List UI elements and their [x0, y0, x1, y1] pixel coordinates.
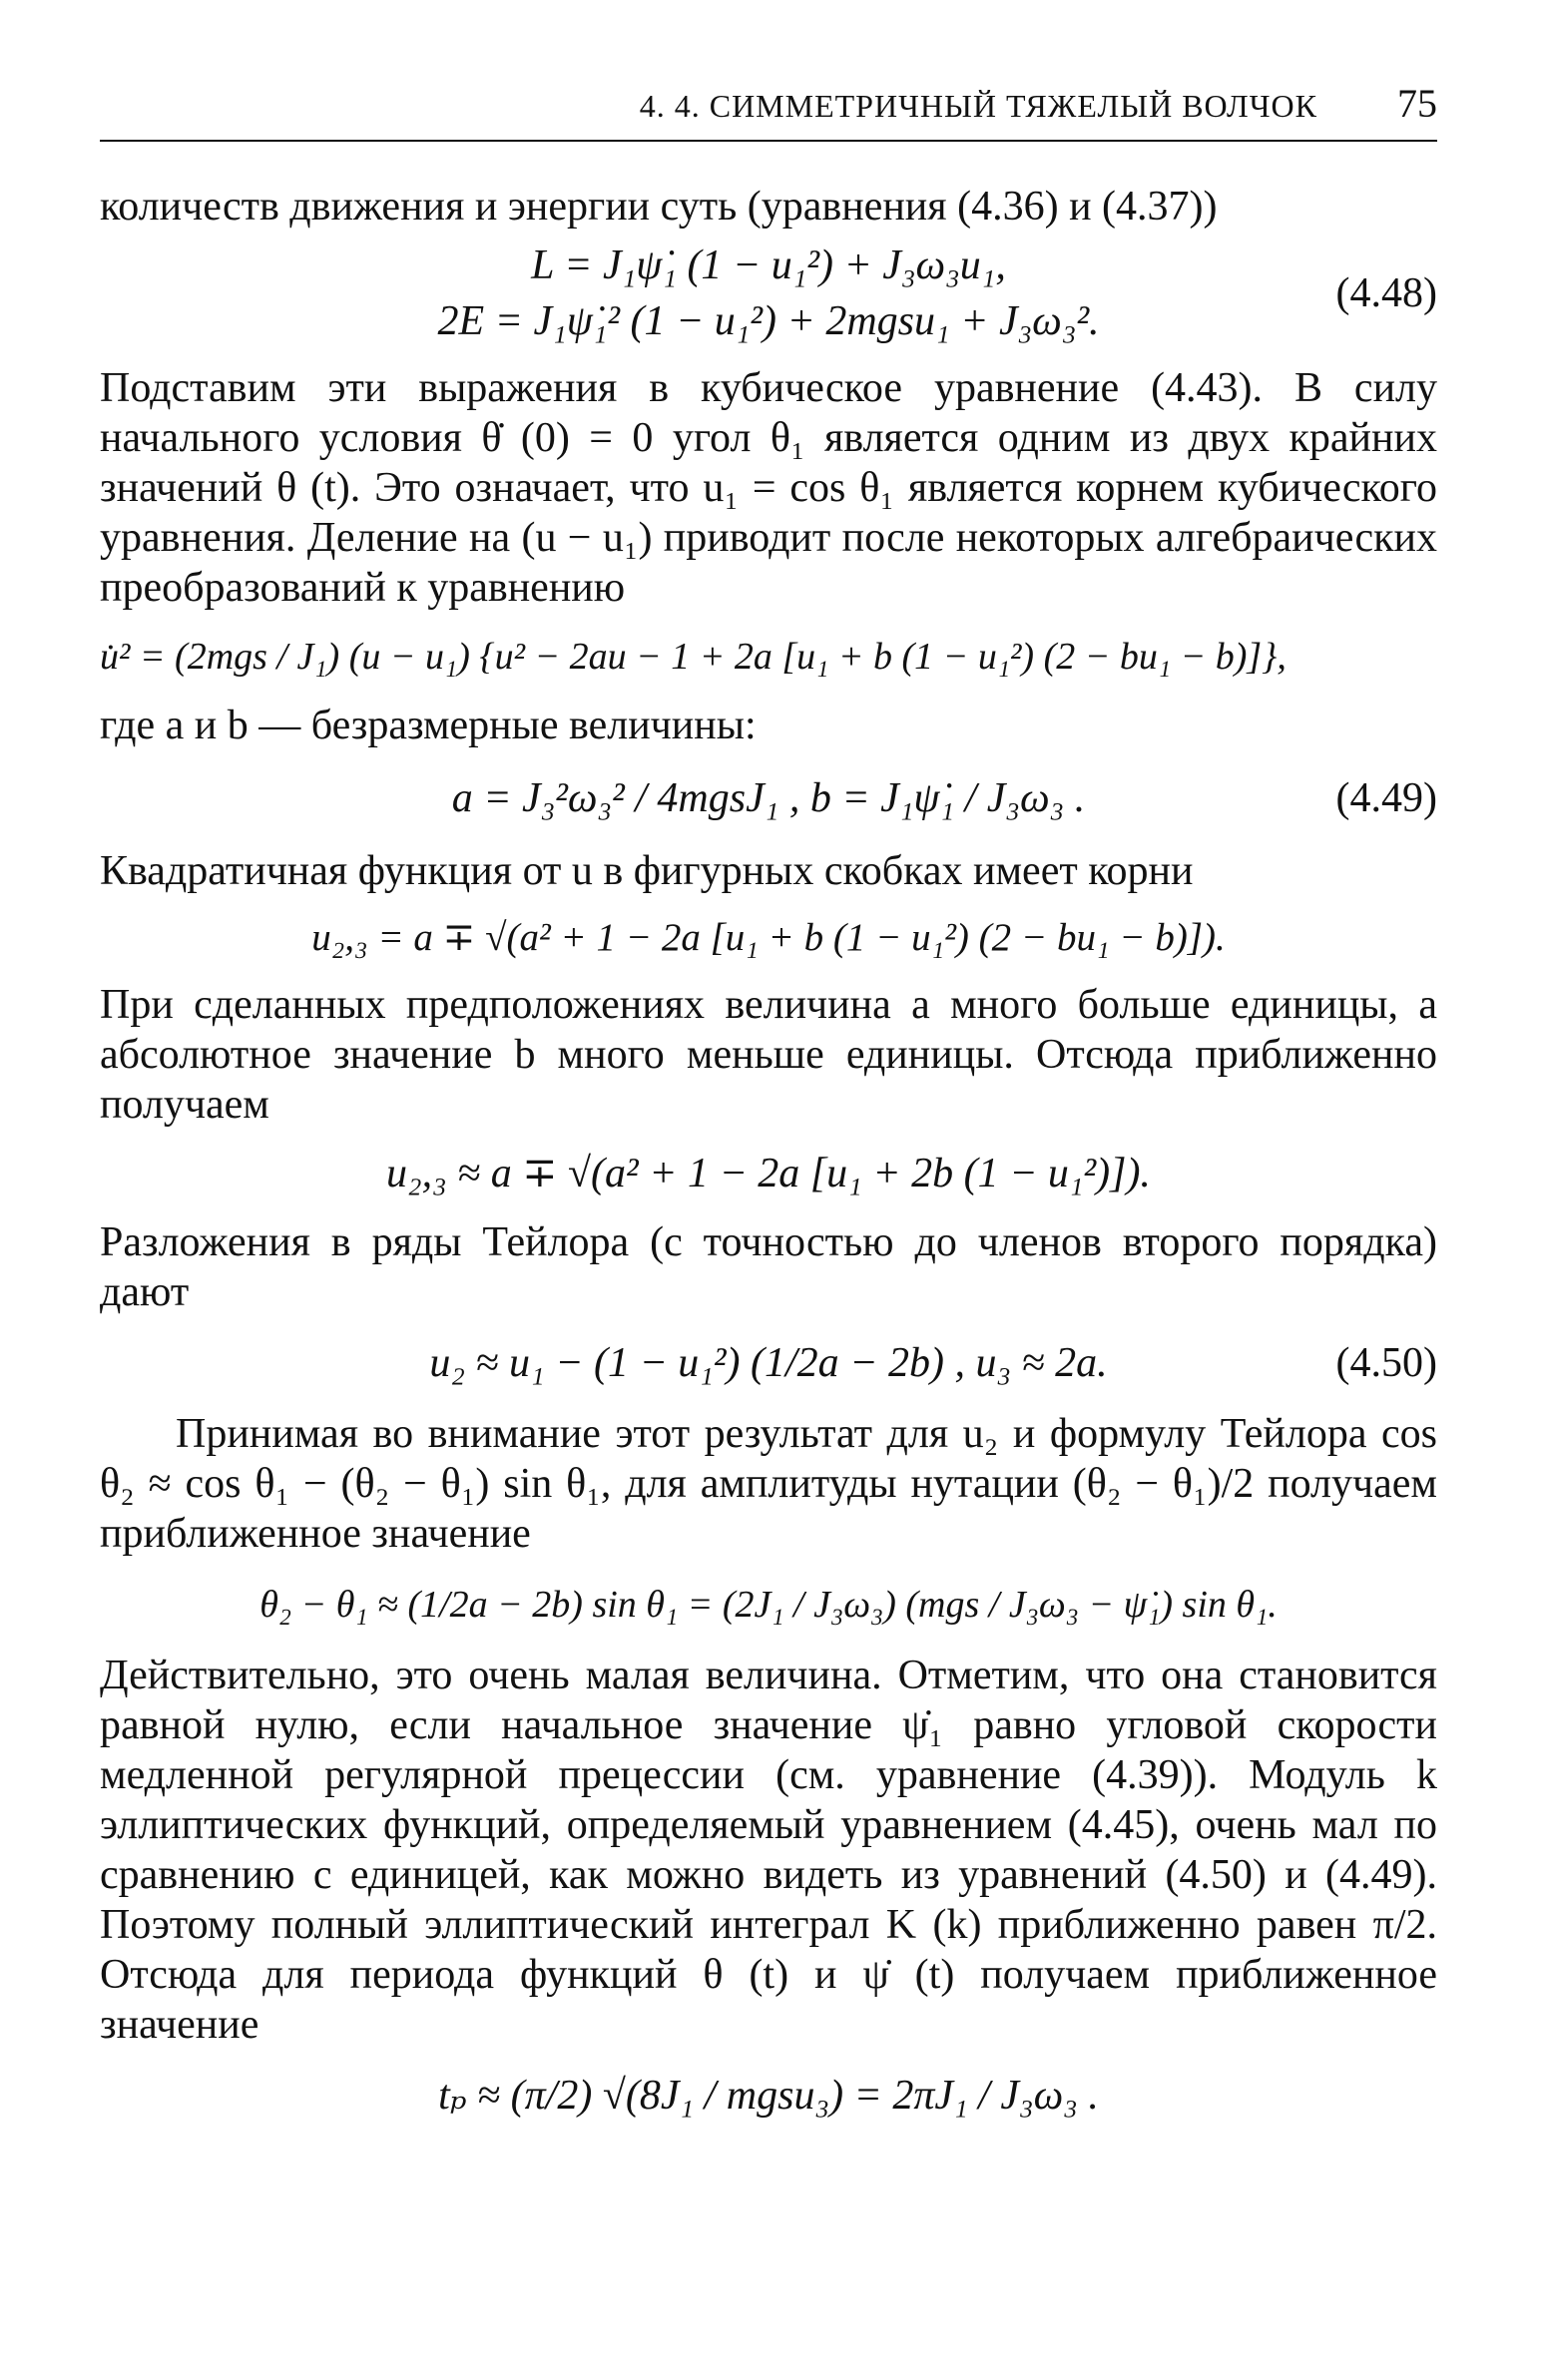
running-header: [100, 70, 1437, 142]
chapter-title: 4. 4. СИММЕТРИЧНЫЙ ТЯЖЕЛЫЙ ВОЛЧОК: [639, 88, 1317, 124]
paragraph-1: количеств движения и энергии суть (уравнения (4.36) и (4.37)): [100, 184, 1218, 230]
equation-nutation-amplitude: θ₂ − θ₁ ≈ (1/2a − 2b) sin θ₁ = (2J₁ / J₃ω₃) (mgs / J₃ω₃ − ψ̇₁) sin θ₁.: [259, 1584, 1278, 1626]
paragraph-3: где a и b — безразмерные величины:: [100, 703, 757, 748]
paragraph-4: Квадратичная функция от u в фигурных скобках имеет корни: [100, 848, 1194, 894]
paragraph-6: Разложения в ряды Тейлора (с точностью до членов второго порядка) дают: [100, 1219, 1437, 1315]
equation-number-4-48: (4.48): [1335, 270, 1437, 316]
equation-approx-roots: u₂,₃ ≈ a ∓ √(a² + 1 − 2a [u₁ + 2b (1 − u₁²)]).: [386, 1151, 1151, 1196]
equation-4-50: [100, 1335, 1437, 1391]
paragraph-2: Подставим эти выражения в кубическое уравнение (4.43). В силу начального условия θ̇ (0) = 0 угол θ₁ является одним из двух крайних значений θ (t). Это означает, что u₁ = cos θ₁ является корнем кубического уравнения. Деление на (u − u₁) приводит после некоторых алгебраических преобразований к уравнению: [100, 365, 1437, 611]
equation-number-4-50: (4.50): [1335, 1340, 1437, 1386]
equation-cubic: u̇² = (2mgs / J₁) (u − u₁) {u² − 2au − 1 + 2a [u₁ + b (1 − u₁²) (2 − bu₁ − b)]},: [100, 636, 1287, 678]
paragraph-7: Принимая во внимание этот результат для u₂ и формулу Тейлора cos θ₂ ≈ cos θ₁ − (θ₂ − θ₁) sin θ₁, для амплитуды нутации (θ₂ − θ₁)/2 получаем приближенное значение: [100, 1411, 1437, 1557]
equation-4-49: [100, 770, 1437, 826]
paragraph-8: Действительно, это очень малая величина. Отметим, что она становится равной нулю, если начальное значение ψ̇₁ равно угловой скорости медленной регулярной прецессии (см. уравнение (4.39)). Модуль k эллиптических функций, определяемый уравнением (4.45), очень мал по сравнению с единицей, как можно видеть из уравнений (4.50) и (4.49). Поэтому полный эллиптический интеграл K (k) приближенно равен π/2. Отсюда для периода функций θ (t) и ψ̇ (t) получаем приближенное значение: [100, 1653, 1437, 2048]
equation-4-48-line-1: L = J₁ψ̇₁ (1 − u₁²) + J₃ω₃u₁,: [531, 242, 1006, 288]
equation-period: tₚ ≈ (π/2) √(8J₁ / mgsu₃) = 2πJ₁ / J₃ω₃ .: [438, 2073, 1099, 2119]
book-page: [100, 70, 1437, 2142]
paragraph-5: При сделанных предположениях величина a много больше единицы, а абсолютное значение b много меньше единицы. Отсюда приближенно получаем: [100, 982, 1437, 1128]
equation-number-4-49: (4.49): [1335, 775, 1437, 821]
equation-4-49-body: a = J₃²ω₃² / 4mgsJ₁ , b = J₁ψ̇₁ / J₃ω₃ .: [451, 775, 1086, 821]
equation-4-48: [100, 238, 1437, 349]
equation-4-50-body: u₂ ≈ u₁ − (1 − u₁²) (1/2a − 2b) , u₃ ≈ 2a.: [429, 1340, 1108, 1386]
equation-roots: u₂,₃ = a ∓ √(a² + 1 − 2a [u₁ + b (1 − u₁²) (2 − bu₁ − b)]).: [311, 916, 1226, 959]
equation-4-48-line-2: 2E = J₁ψ̇₁² (1 − u₁²) + 2mgsu₁ + J₃ω₃².: [437, 298, 1100, 344]
page-number: 75: [1397, 81, 1437, 126]
